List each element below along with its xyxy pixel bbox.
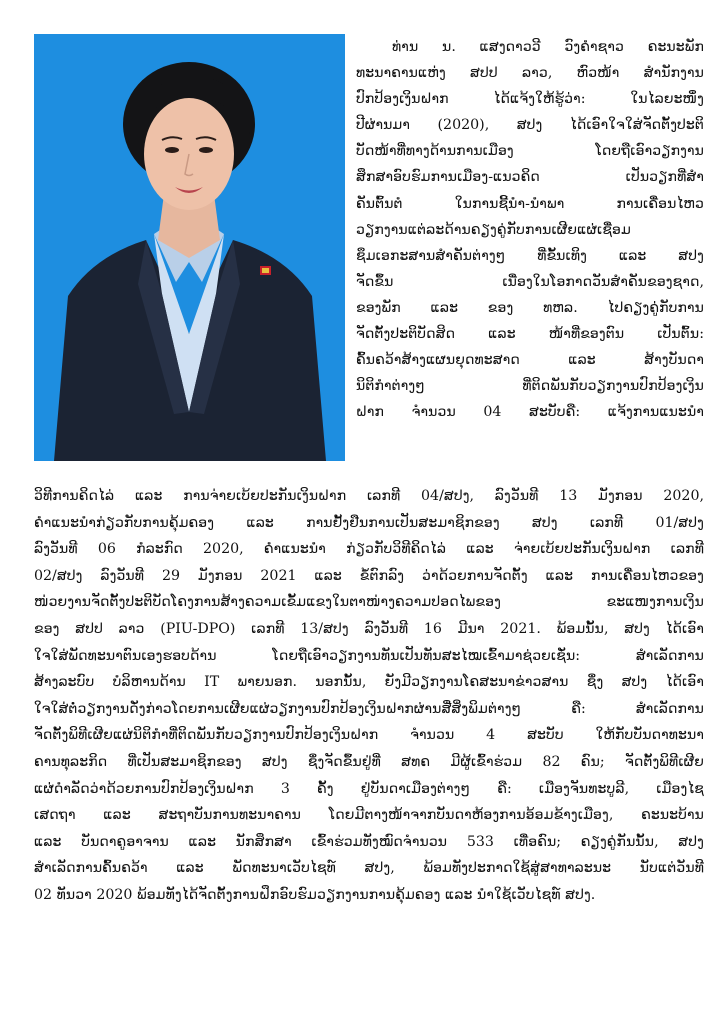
paragraph-line: ຄັນຕົ້ນຕໍ ໃນການຊີ້ນໍາ-ນໍາພາ ການເຄື່ອນໄຫວ [356,195,704,212]
paragraph-line: ສ້າງລະບົບ ບໍລິຫານດ້ານ IT ພາຍນອກ. ນອກນັ້ນ, ຍັງມີວຽກງານໂຄສະນາຂ່າວສານ ຊຶ່ງ ສປງ ໄດ້ເອົາ [34,674,704,691]
paragraph-line: ລົງວັນທີ 06 ກໍລະກົດ 2020, ຄໍາແນະນໍາ ກ່ຽວກັບວິທີຄິດໄລ່ ແລະ ຈ່າຍເບ້ຍປະກັນເງິນຝາກ ເລກທີ [34,541,704,558]
paragraph-line: ຝາກ ຈໍານວນ 04 ສະບັບຄື: ແຈ້ງການແນະນໍາ [356,404,704,421]
article-full-width-text [34,483,704,909]
paragraph-line: ທ່ານ ນ. ແສງດາວວີ ວົງຄໍາຊາວ ຄະນະພັກ [392,39,704,55]
paragraph-line: ແລະ ບັນດາຄູອາຈານ ແລະ ນັກສຶກສາ ເຂົ້າຮ່ວມທັງໝົດຈໍານວນ 533 ເທື່ອຄົນ; ຄຽງຄູ່ກັນນັ້ນ, ສປງ [34,833,704,850]
paragraph-line: 02/ສປງ ລົງວັນທີ 29 ມັງກອນ 2021 ແລະ ຂໍ້ຕົກລົງ ວ່າດ້ວຍການຈັດຕັ້ງ ແລະ ການເຄື່ອນໄຫວຂອງ [34,567,704,584]
paragraph-line: ທະນາຄານແຫ່ງ ສປປ ລາວ, ຫົວໜ້າ ສໍານັກງານ [356,65,704,82]
paragraph-line: ຂອງພັກ ແລະ ຂອງ ທຫລ. ໄປຄຽງຄູ່ກັບການ [356,299,704,316]
paragraph-line: ປີຜ່ານມາ (2020), ສປງ ໄດ້ເອົາໃຈໃສ່ຈັດຕັ້ງປະຕິ [356,117,704,134]
article-wrapped-text [356,34,704,425]
paragraph-line: ບັດໜ້າທີ່ທາງດ້ານການເມືອງ ໂດຍຖືເອົາວຽກງານ [356,143,704,160]
paragraph-line: ຈັດຂຶ້ນ ເນື່ອງໃນໂອກາດວັນສໍາຄັນຂອງຊາດ, [356,273,704,290]
paragraph-line: ຈັດຕັ້ງປະຕິບັດສິດ ແລະ ໜ້າທີ່ຂອງຕົນ ເປັນຕົ້ນ: [356,326,704,343]
paragraph-line: ສໍາເລັດການຄົ້ນຄວ້າ ແລະ ພັດທະນາເວັບໄຊທ໌ ສປງ, ພ້ອມທັງປະກາດໃຊ້ສູ່ສາທາລະນະ ນັບແຕ່ວັນທີ [34,860,704,877]
paragraph-line: ຊຶມເອກະສານສໍາຄັນຕ່າງໆ ທີ່ຂັ້ນເທິງ ແລະ ສປງ [356,247,704,264]
paragraph-line: ໃຈໃສ່ພັດທະນາຕົນເອງຮອບດ້ານ ໂດຍຖືເອົາວຽກງານທັນເປັນທັນສະໄໝເຂົ້າມາຊ່ວຍເຊັ່ນ: ສໍາເລັດການ [34,647,704,664]
paragraph-line: ເສດຖາ ແລະ ສະຖາບັນການທະນາຄານ ໂດຍມີຕາງໜ້າຈາກບັນດາຫ້ອງການອ້ອມຂ້າງເມືອງ, ຄະນະບ້ານ [34,807,704,824]
paragraph-line: ໃຈໃສ່ຕໍ່ວຽກງານດັ່ງກ່າວໂດຍການເຜີຍແຜ່ວຽກງານປົກປ້ອງເງິນຝາກຜ່ານສື່ສິ່ງພິມຕ່າງໆ ຄື: ສໍາເລັດການ [34,700,704,717]
paragraph-line: ວິທີການຄິດໄລ່ ແລະ ການຈ່າຍເບ້ຍປະກັນເງິນຝາກ ເລກທີ 04/ສປງ, ລົງວັນທີ 13 ມັງກອນ 2020, [34,488,704,504]
paragraph-line: ນິຕິກໍາຕ່າງໆ ທີ່ຕິດພັນກັບວຽກງານປົກປ້ອງເງິນ [356,378,704,395]
paragraph-line: ແຜ່ດໍາລັດວ່າດ້ວຍການປົກປ້ອງເງິນຝາກ 3 ຄັ້ງ ຢູ່ບັນດາເມືອງຕ່າງໆ ຄື: ເມືອງຈັນທະບູລີ, ເມືອງໄຊ [34,780,704,797]
paragraph-line: ຄານທຸລະກິດ ທີ່ເປັນສະມາຊິກຂອງ ສປງ ຊຶ່ງຈັດຂຶ້ນຢູ່ທີ່ ສທຄ ມີຜູ້ເຂົ້າຮ່ວມ 82 ຄົນ; ຈັດຕັ້ງພິທີເຜີຍ [34,753,704,770]
paragraph-line: ຈັດຕັ້ງພິທີເຜີຍແຜ່ນິຕິກໍາທີ່ຕິດພັນກັບວຽກງານປົກປ້ອງເງິນຝາກ ຈໍານວນ 4 ສະບັບ ໃຫ້ກັບບັນດາທະນາ [34,727,704,744]
paragraph-line: ຄໍາແນະນໍາກ່ຽວກັບການຄຸ້ມຄອງ ແລະ ການຢັ້ງຢືນການເປັນສະມາຊິກຂອງ ສປງ ເລກທີ 01/ສປງ [34,514,704,531]
paragraph-line: ຄົ້ນຄວ້າສ້າງແຜນຍຸດທະສາດ ແລະ ສ້າງບັນດາ [356,352,704,369]
paragraph-line: ວຽກງານແຕ່ລະດ້ານຄຽງຄູ່ກັບການເຜີຍແຜ່ເຊື່ອມ [356,221,631,238]
paragraph-line: 02 ທັນວາ 2020 ພ້ອມທັງໄດ້ຈັດຕັ້ງການຝຶກອົບຮົມວຽກງານການຄຸ້ມຄອງ ແລະ ນໍາໃຊ້ເວັບໄຊທ໌ ສປງ. [34,886,596,903]
paragraph-line: ໜ່ວຍງານຈັດຕັ້ງປະຕິບັດໂຄງການສ້າງຄວາມເຂັ້ມແຂງໃນຕາໜ່າງຄວາມປອດໄພຂອງ ຂະແໜງການເງິນ [34,594,704,611]
paragraph-line: ສຶກສາອົບຮົມການເມືອງ-ແນວຄິດ ເປັນວຽກທີ່ສໍາ [356,169,704,186]
paragraph-line: ປົກປ້ອງເງິນຝາກ ໄດ້ແຈ້ງໃຫ້ຮູ້ວ່າ: ໃນໄລຍະໜຶ່ງ [356,91,704,108]
portrait-photo-icon [34,34,345,461]
paragraph-line: ຂອງ ສປປ ລາວ (PIU-DPO) ເລກທີ 13/ສປງ ລົງວັນທີ 16 ມີນາ 2021. ພ້ອມນັ້ນ, ສປງ ໄດ້ເອົາ [34,620,704,637]
portrait-photo [34,34,345,461]
